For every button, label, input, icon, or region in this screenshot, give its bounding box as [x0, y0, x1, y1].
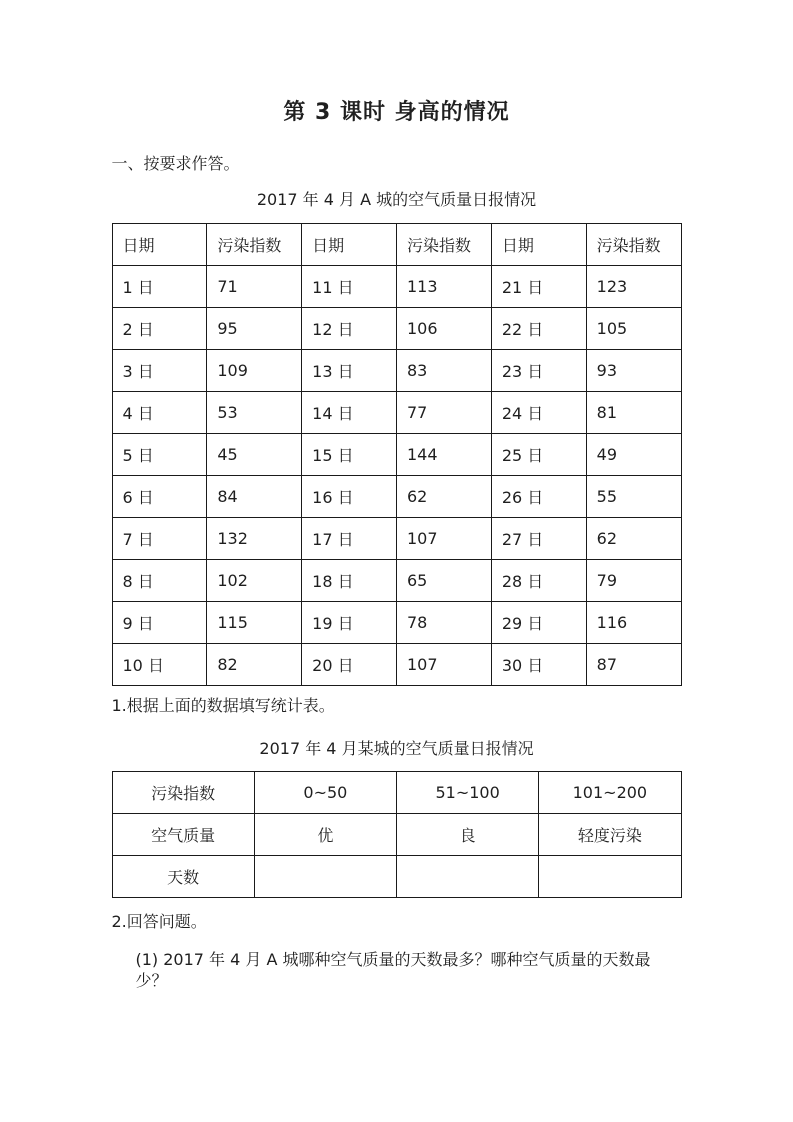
table-cell: 62 — [396, 476, 491, 518]
table-row — [112, 434, 681, 476]
air-quality-daily-table — [112, 223, 682, 686]
table-row — [112, 392, 681, 434]
table-cell: 9 日 — [112, 602, 207, 644]
table-cell: 29 日 — [491, 602, 586, 644]
table-cell: 5 日 — [112, 434, 207, 476]
table-cell: 82 — [207, 644, 302, 686]
air-quality-summary-table — [112, 771, 682, 898]
table-cell: 24 日 — [491, 392, 586, 434]
table-row — [112, 602, 681, 644]
table-header-cell: 日期 — [302, 224, 397, 266]
table-cell: 2 日 — [112, 308, 207, 350]
table-header-row — [112, 224, 681, 266]
table-cell: 30 日 — [491, 644, 586, 686]
table-cell: 49 — [586, 434, 681, 476]
table-cell: 15 日 — [302, 434, 397, 476]
table-cell: 7 日 — [112, 518, 207, 560]
table-cell: 83 — [396, 350, 491, 392]
table-cell: 71 — [207, 266, 302, 308]
table-cell: 55 — [586, 476, 681, 518]
table-cell: 22 日 — [491, 308, 586, 350]
table-cell: 19 日 — [302, 602, 397, 644]
table-cell: 87 — [586, 644, 681, 686]
table-cell: 78 — [396, 602, 491, 644]
table-cell: 79 — [586, 560, 681, 602]
table-cell: 8 日 — [112, 560, 207, 602]
table-cell: 144 — [396, 434, 491, 476]
table-cell: 102 — [207, 560, 302, 602]
table-row — [112, 350, 681, 392]
table-cell: 16 日 — [302, 476, 397, 518]
table-cell: 6 日 — [112, 476, 207, 518]
table-row — [112, 644, 681, 686]
blank-answer-cell — [397, 856, 539, 898]
table-cell: 27 日 — [491, 518, 586, 560]
table-cell: 62 — [586, 518, 681, 560]
table-cell: 28 日 — [491, 560, 586, 602]
table-header-cell: 日期 — [491, 224, 586, 266]
page-content — [112, 0, 682, 991]
table-row — [112, 518, 681, 560]
table-cell: 0~50 — [254, 772, 396, 814]
table-cell: 107 — [396, 518, 491, 560]
instruction-1: 1.根据上面的数据填写统计表。 — [111, 696, 335, 715]
table-header-cell: 污染指数 — [207, 224, 302, 266]
table-cell: 20 日 — [302, 644, 397, 686]
table-cell: 18 日 — [302, 560, 397, 602]
table-cell: 132 — [207, 518, 302, 560]
table-cell: 101~200 — [539, 772, 681, 814]
blank-answer-cell — [539, 856, 681, 898]
table-cell: 3 日 — [112, 350, 207, 392]
table-cell: 116 — [586, 602, 681, 644]
table-cell: 25 日 — [491, 434, 586, 476]
blank-answer-cell — [254, 856, 396, 898]
table-cell: 107 — [396, 644, 491, 686]
table-cell: 84 — [207, 476, 302, 518]
table-cell: 115 — [207, 602, 302, 644]
table-cell: 污染指数 — [112, 772, 254, 814]
table-cell: 11 日 — [302, 266, 397, 308]
page-title: 第 3 课时 身高的情况 — [283, 100, 510, 125]
table-cell: 109 — [207, 350, 302, 392]
section-1-label: 一、按要求作答。 — [111, 154, 240, 173]
table-cell: 26 日 — [491, 476, 586, 518]
table-row — [112, 308, 681, 350]
table-cell: 81 — [586, 392, 681, 434]
table-cell: 23 日 — [491, 350, 586, 392]
table-cell: 17 日 — [302, 518, 397, 560]
table-cell: 14 日 — [302, 392, 397, 434]
table-row — [112, 476, 681, 518]
table-cell: 4 日 — [112, 392, 207, 434]
table-row — [112, 772, 681, 814]
table-row — [112, 856, 681, 898]
table-cell: 123 — [586, 266, 681, 308]
table-row — [112, 266, 681, 308]
table-cell: 13 日 — [302, 350, 397, 392]
table-cell: 113 — [396, 266, 491, 308]
table-cell: 良 — [397, 814, 539, 856]
table-cell: 95 — [207, 308, 302, 350]
table-header-cell: 污染指数 — [396, 224, 491, 266]
table-cell: 21 日 — [491, 266, 586, 308]
table-cell: 空气质量 — [112, 814, 254, 856]
question-1: (1) 2017 年 4 月 A 城哪种空气质量的天数最多？哪种空气质量的天数最少？ — [135, 950, 651, 990]
table-cell: 12 日 — [302, 308, 397, 350]
table-cell: 1 日 — [112, 266, 207, 308]
table-cell: 45 — [207, 434, 302, 476]
table-row — [112, 560, 681, 602]
instruction-2: 2.回答问题。 — [111, 912, 207, 931]
table-1-caption: 2017 年 4 月 A 城的空气质量日报情况 — [256, 190, 537, 209]
table-row — [112, 814, 681, 856]
table-cell: 优 — [254, 814, 396, 856]
table-cell: 51~100 — [397, 772, 539, 814]
table-header-cell: 污染指数 — [586, 224, 681, 266]
table-cell: 77 — [396, 392, 491, 434]
table-cell: 天数 — [112, 856, 254, 898]
table-cell: 53 — [207, 392, 302, 434]
table-2-caption: 2017 年 4 月某城的空气质量日报情况 — [259, 739, 534, 758]
table-cell: 106 — [396, 308, 491, 350]
table-cell: 93 — [586, 350, 681, 392]
table-cell: 轻度污染 — [539, 814, 681, 856]
table-cell: 10 日 — [112, 644, 207, 686]
table-cell: 105 — [586, 308, 681, 350]
table-header-cell: 日期 — [112, 224, 207, 266]
table-cell: 65 — [396, 560, 491, 602]
